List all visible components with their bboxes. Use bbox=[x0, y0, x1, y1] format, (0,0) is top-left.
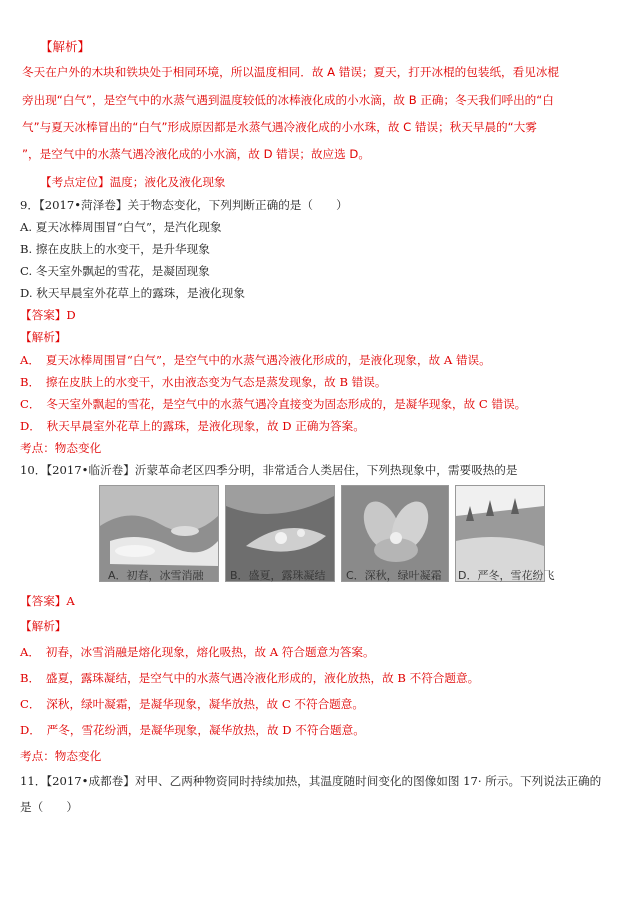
q10-analysis-a: A． 初春，冰雪消融是熔化现象，熔化吸热，故 A 符合题意为答案。 bbox=[20, 645, 375, 659]
q9-option-c: C. 冬天室外飘起的雪花，是凝固现象 bbox=[20, 264, 210, 278]
scan-analysis-line-3: 气”与夏天冰棒冒出的“白气”形成原因都是水蒸气遇冷液化成的小水珠，故 C 错误；秋天早晨的“大雾 bbox=[22, 120, 537, 134]
q9-analysis-d: D． 秋天早晨室外花草上的露珠，是液化现象，故 D 正确为答案。 bbox=[20, 419, 365, 433]
q9-stem: 9．【2017•菏泽卷】关于物态变化，下列判断正确的是（ ） bbox=[20, 198, 348, 212]
q10-stem: 10．【2017•临沂卷】沂蒙革命老区四季分明，非常适合人类居住，下列热现象中，需要吸热的是 bbox=[20, 463, 518, 477]
q9-option-a: A. 夏天冰棒周围冒“白气”，是汽化现象 bbox=[20, 220, 222, 234]
q10-caption-a: A．初春，冰雪消融 bbox=[108, 569, 204, 582]
q10-answer: 【答案】A bbox=[20, 594, 75, 608]
q9-analysis-c: C． 冬天室外飘起的雪花，是空气中的水蒸气遇冷直接变为固态形成的，是凝华现象，故 C 错误。 bbox=[20, 397, 527, 411]
q10-kaodian: 考点：物态变化 bbox=[20, 749, 102, 763]
q9-analysis-b: B． 擦在皮肤上的水变干，水由液态变为气态是蒸发现象，故 B 错误。 bbox=[20, 375, 387, 389]
q10-analysis-c: C． 深秋，绿叶凝霜，是凝华现象，凝华放热，故 C 不符合题意。 bbox=[20, 697, 364, 711]
q9-analysis-a: A． 夏天冰棒周围冒“白气”，是空气中的水蒸气遇冷液化形成的，是液化现象，故 A 错误。 bbox=[20, 353, 491, 367]
q10-caption-d: D．严冬，雪花纷飞 bbox=[458, 569, 555, 582]
q10-analysis-heading: 【解析】 bbox=[20, 619, 67, 633]
q9-kaodian: 考点：物态变化 bbox=[20, 441, 102, 455]
scan-analysis-heading: 【解析】 bbox=[40, 39, 91, 54]
q11-stem-line-2: 是（ ） bbox=[20, 800, 78, 814]
q9-option-b: B. 擦在皮肤上的水变干，是升华现象 bbox=[20, 242, 210, 256]
q11-stem-line-1: 11．【2017•成都卷】对甲、乙两种物资同时持续加热，其温度随时间变化的图像如图 17· 所示。下列说法正确的 bbox=[20, 774, 602, 788]
q10-analysis-b: B． 盛夏，露珠凝结，是空气中的水蒸气遇冷液化形成的，液化放热，故 B 不符合题意。 bbox=[20, 671, 480, 685]
q10-caption-b: B．盛夏，露珠凝结 bbox=[230, 569, 326, 582]
scan-analysis-line-2: 旁出现“白气”，是空气中的水蒸气遇到温度较低的冰棒液化成的小水滴，故 B 正确；冬天我们呼出的“白 bbox=[22, 93, 554, 107]
q10-analysis-d: D． 严冬，雪花纷洒，是凝华现象，凝华放热，故 D 不符合题意。 bbox=[20, 723, 365, 737]
kaodian-1: 【考点定位】温度；液化及液化现象 bbox=[40, 175, 226, 189]
scan-analysis-line-4: ”，是空气中的水蒸气遇冷液化成的小水滴，故 D 错误；故应选 D。 bbox=[22, 147, 370, 161]
scan-analysis-line-1: 冬天在户外的木块和铁块处于相同环境，所以温度相同．故 A 错误；夏天，打开冰棍的包装纸，看见冰棍 bbox=[22, 65, 560, 79]
q9-analysis-heading: 【解析】 bbox=[20, 330, 67, 344]
q9-option-d: D. 秋天早晨室外花草上的露珠，是液化现象 bbox=[20, 286, 245, 300]
q10-caption-c: C．深秋，绿叶凝霜 bbox=[346, 569, 442, 582]
q9-answer: 【答案】D bbox=[20, 308, 76, 322]
